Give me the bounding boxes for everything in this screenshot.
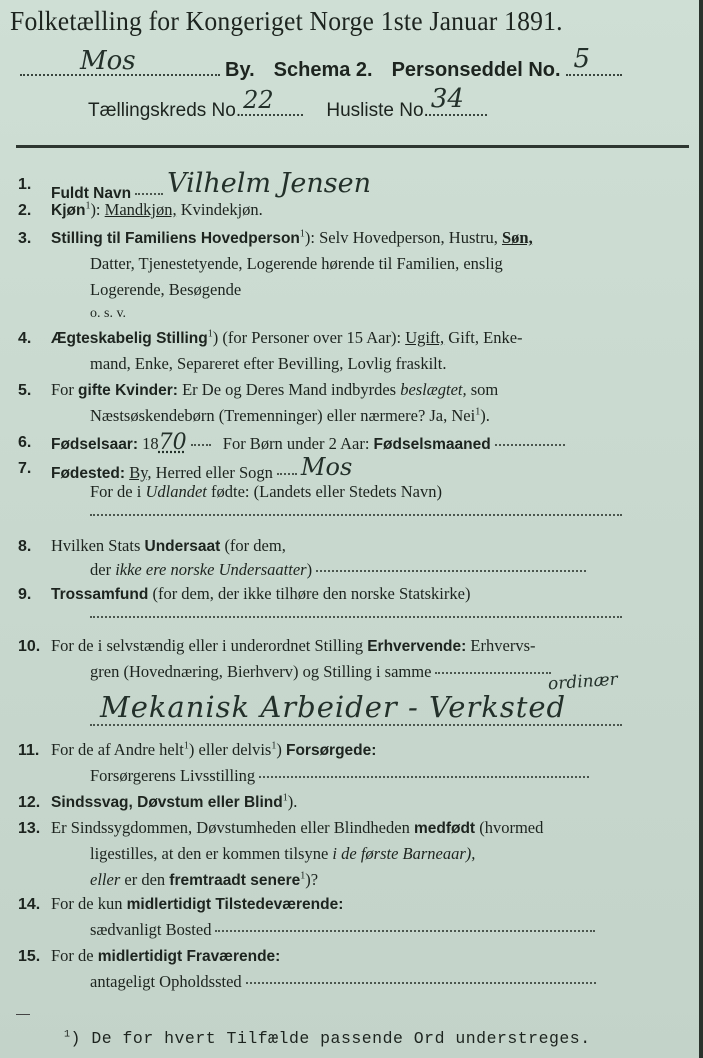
text: ) eller delvis [188,740,272,759]
abroad-fill-line [90,514,622,516]
item-8-line-2 [90,560,586,580]
text: antageligt Opholdssted [90,972,242,991]
full-name-label: Fuldt Navn [51,185,132,202]
text: Er De og Deres Mand indbyrdes [177,380,401,399]
item-14-line-1 [51,894,343,914]
text: For de i selvstændig eller i underordnet Stilling [51,636,368,655]
congenital-label: medfødt [413,820,476,837]
kreds-handwritten: 22 [243,86,274,114]
city-row [20,44,622,82]
birth-year-prefix: 18 [138,434,159,453]
item-5-line-2 [90,406,490,426]
childhood-text: i de første Barneaar), [332,844,476,863]
item-8-line-1 [51,536,286,556]
footnote-mark: 1 [300,870,306,882]
text: Hvilken Stats [51,536,145,555]
related-word: beslægtet, [400,380,467,399]
temporarily-absent-label: midlertidigt Fraværende: [97,948,281,965]
text: sædvanligt Bosted [90,920,212,939]
sex-label: Kjøn [51,202,86,219]
text: der [90,560,116,579]
personseddel-label: Personseddel No. [391,59,561,81]
text: Næstsøskendebørn (Tremenninger) eller nærmere? Ja, Nei [90,406,476,425]
personseddel-field [566,44,622,76]
not-norwegian-text: ikke ere norske Undersaatter [115,560,307,579]
item-number: 6. [18,434,32,451]
item-13-line-3 [90,870,318,890]
text: eller [90,870,121,889]
temporarily-present-label: midlertidigt Tilstedeværende: [126,896,344,913]
text: ligestilles, at den er kommen tilsyne [90,844,333,863]
kreds-label: Tællingskreds No. [88,100,242,121]
item-9-line [51,584,470,604]
schema-label: Schema 2. [273,59,373,81]
item-2-line [51,200,263,220]
disability-label: Sindssvag, Døvstum eller Blind [51,794,283,811]
text: For de [51,946,98,965]
item-7-line-1 [51,453,353,484]
religion-fill-line [90,616,622,618]
item-10-line-1 [51,636,535,656]
abroad-word: Udlandet [145,482,207,501]
text: som [466,380,499,399]
marital-status-note: ) (for Personer over 15 Aar): [212,328,406,347]
text: Er Sindssygdommen, Døvstumheden eller Blindheden [51,818,414,837]
footnote-mark: 1 [183,740,189,752]
husliste-label: Husliste No. [326,100,429,121]
footnote-mark: 1 [64,1029,71,1041]
item-3-line-2: Datter, Tjenestetyende, Logerende hørende til Familien, enslig [90,254,503,273]
page-edge [699,0,703,1058]
text: ) [306,560,313,579]
item-number: 12. [18,794,41,811]
kreds-field [241,86,303,116]
birth-month-label: Fødselsmaaned [373,436,491,453]
item-15-line-2 [90,972,596,992]
birthplace-label: Fødested: [51,465,126,482]
marital-status-options: Gift, Enke- [444,328,523,347]
family-position-label: Stilling til Familiens Hovedperson [51,230,300,247]
sex-male-underlined: Mandkjøn, [104,200,177,219]
religion-label: Trossamfund [51,586,149,603]
item-number: 8. [18,538,32,555]
marital-status-label: Ægteskabelig Stilling [51,330,208,347]
supported-label: Forsørgede: [285,742,377,759]
item-number: 10. [18,638,41,655]
footnote-mark: 1 [475,406,481,418]
footnote-rule [16,1014,30,1015]
occupation-annotation: ordinær [547,669,619,695]
text: gren (Hovednæring, Bierhverv) og Stilling i samme [90,662,432,681]
text: )? [305,870,319,889]
citizenship-label: Undersaat [144,538,221,555]
item-14-line-2 [90,920,595,940]
item-11-line-2 [90,766,589,786]
text: ). [287,792,298,811]
text: er den [120,870,170,889]
birthplace-value: Mos [300,453,353,481]
text: Herred eller Sogn [151,463,273,482]
text: For de kun [51,894,127,913]
footnote-mark: 1 [85,200,91,212]
text: (for dem, [220,536,286,555]
city-handwritten: Mos [80,46,136,76]
text: fødte: (Landets eller Stedets Navn) [206,482,442,501]
item-3-line-1 [51,228,533,248]
text: ) [276,740,286,759]
item-10-line-2 [90,662,551,682]
item-4-line-1 [51,328,523,348]
text: (hvormed [475,818,544,837]
form-title: Folketælling for Kongeriget Norge 1ste Januar 1891. [10,6,563,36]
item-number: 3. [18,230,32,247]
occupation-value: Mekanisk Arbeider - Verksted [100,690,567,724]
footnote-mark: 1 [271,740,277,752]
item-number: 2. [18,202,32,219]
footnote-text: ) De for hvert Tilfælde passende Ord understreges. [70,1029,591,1048]
birthplace-town-underlined: By, [129,463,152,482]
sex-sep: ): [90,200,105,219]
item-11-line-1 [51,740,376,760]
birth-month-note: For Børn under 2 Aar: [222,434,374,453]
text: Erhvervs- [466,636,536,655]
item-15-line-1 [51,946,280,966]
item-number: 5. [18,382,32,399]
sex-female: Kvindekjøn. [176,200,263,219]
item-7-line-2 [90,482,442,502]
text: (for dem, der ikke tilhøre den norske Statskirke) [148,584,471,603]
item-3-line-3: Logerende, Besøgende [90,280,242,299]
birth-year-value: 70 [158,430,187,455]
item-4-line-2: mand, Enke, Separeret efter Bevilling, Lovlig fraskilt. [90,354,447,373]
item-number: 7. [18,460,32,477]
text: Forsørgerens Livsstilling [90,766,256,785]
item-number: 11. [18,742,40,759]
husliste-handwritten: 34 [430,84,464,114]
text: For [51,380,79,399]
item-number: 15. [18,948,41,965]
text: ). [480,406,490,425]
item-number: 9. [18,586,32,603]
later-label: fremtraadt senere [169,872,301,889]
footnote [64,1029,591,1048]
marital-status-unmarried-underlined: Ugift, [405,328,445,347]
item-number: 13. [18,820,41,837]
family-position-son-underlined: Søn, [501,228,533,247]
item-12-line [51,792,297,812]
occupation-fill-line [90,724,622,726]
item-5-line-1 [51,380,498,400]
text: For de af Andre helt [51,740,184,759]
item-13-line-2 [90,844,475,864]
footnote-mark: 1 [282,792,288,804]
birth-year-label: Fødselsaar: [51,436,139,453]
full-name-value: Vilhelm Jensen [167,168,371,199]
city-field [20,46,220,76]
item-13-line-1 [51,818,543,838]
husliste-field [429,84,487,116]
city-label: By. [225,59,255,81]
item-6-line [51,430,565,455]
occupation-label: Erhvervende: [367,638,467,655]
item-3-line-4: o. s. v. [90,306,127,321]
item-number: 4. [18,330,32,347]
footnote-mark: 1 [207,328,213,340]
personseddel-handwritten: 5 [573,44,591,74]
kreds-row [88,84,487,122]
header-rule [16,145,689,148]
text: For de i [90,482,146,501]
footnote-mark: 1 [299,228,305,240]
item-number: 14. [18,896,41,913]
item-number: 1. [18,176,32,193]
family-position-options: ): Selv Hovedperson, Hustru, [304,228,502,247]
married-women-label: gifte Kvinder: [78,382,178,399]
